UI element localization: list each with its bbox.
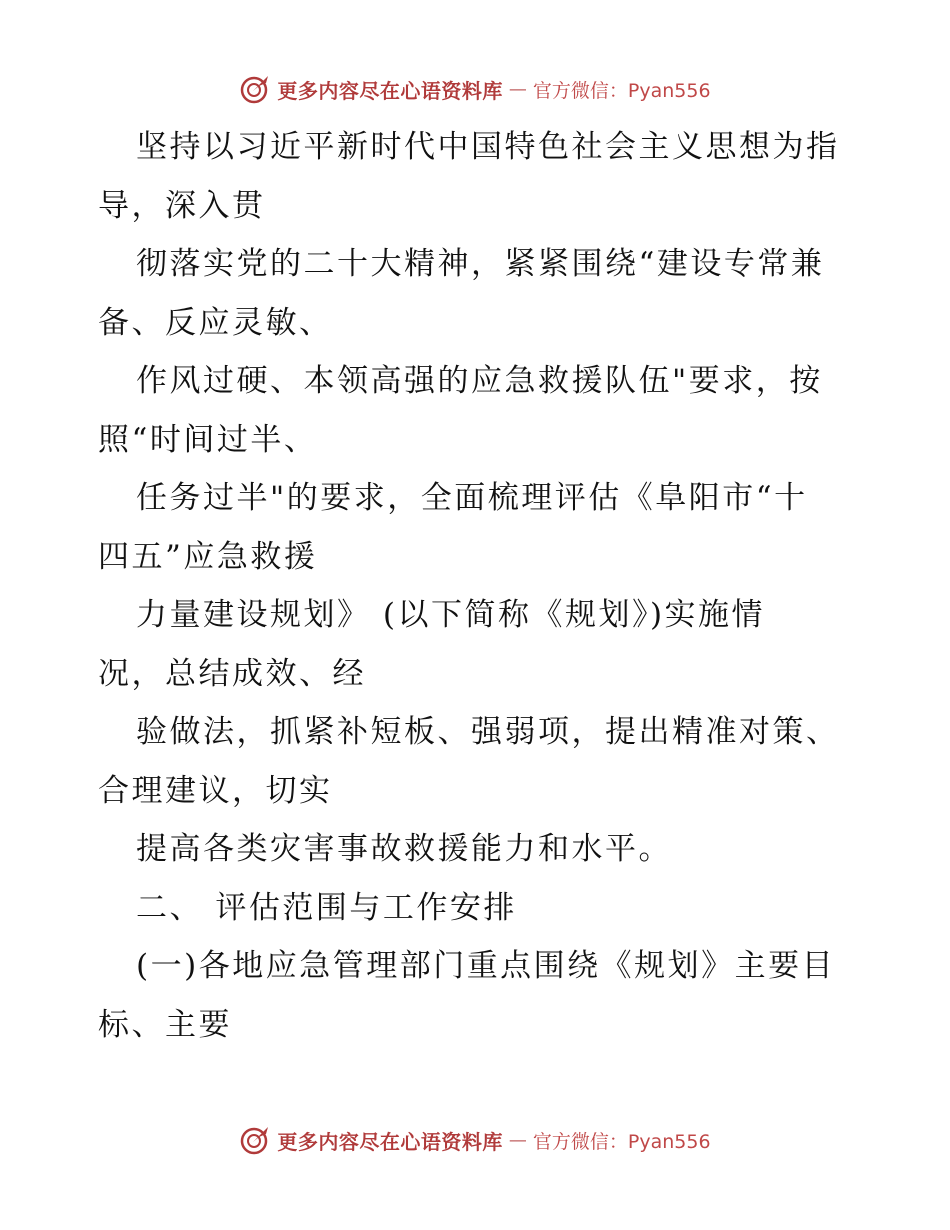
text-line: 彻落实党的二十大精神，紧紧围绕“建设专常兼: [136, 246, 825, 282]
watermark-brand: 更多内容尽在心语资料库: [277, 1129, 503, 1154]
text-line: 四五”应急救援: [98, 538, 318, 575]
watermark-header: [0, 72, 950, 106]
watermark-dash: —: [508, 1129, 527, 1151]
section-heading: 二、 评估范围与工作安排: [136, 889, 517, 926]
text-line: 照“时间过半、: [98, 421, 318, 458]
text-line: 合理建议，切实: [98, 772, 333, 809]
text-line: 坚持以习近平新时代中国特色社会主义思想为指: [136, 129, 840, 165]
text-line: 任务过半"的要求，全面梳理评估《阜阳市“十: [136, 480, 808, 516]
watermark-dash: —: [508, 78, 527, 100]
text-line: 力量建设规划》 (以下简称《规划》)实施情: [136, 597, 766, 633]
quill-logo-icon: [239, 73, 271, 105]
watermark-brand: 更多内容尽在心语资料库: [277, 78, 503, 103]
text-line: 标、主要: [98, 1006, 232, 1043]
watermark-contact: 官方微信：Pyan556: [532, 1130, 711, 1153]
text-line: 导，深入贯: [98, 187, 266, 224]
quill-logo-icon: [239, 1124, 271, 1156]
document-body: [98, 118, 898, 1054]
text-line: 提高各类灾害事故救援能力和水平。: [136, 831, 672, 867]
text-line: 作风过硬、本领高强的应急救援队伍"要求，按: [136, 363, 823, 399]
text-line: 备、反应灵敏、: [98, 304, 333, 341]
text-line: 验做法，抓紧补短板、强弱项，提出精准对策、: [136, 714, 840, 750]
text-line: 况，总结成效、经: [98, 655, 366, 692]
text-line: (一)各地应急管理部门重点围绕《规划》主要目: [136, 948, 836, 984]
watermark-contact: 官方微信：Pyan556: [532, 79, 711, 102]
watermark-footer: [0, 1123, 950, 1157]
